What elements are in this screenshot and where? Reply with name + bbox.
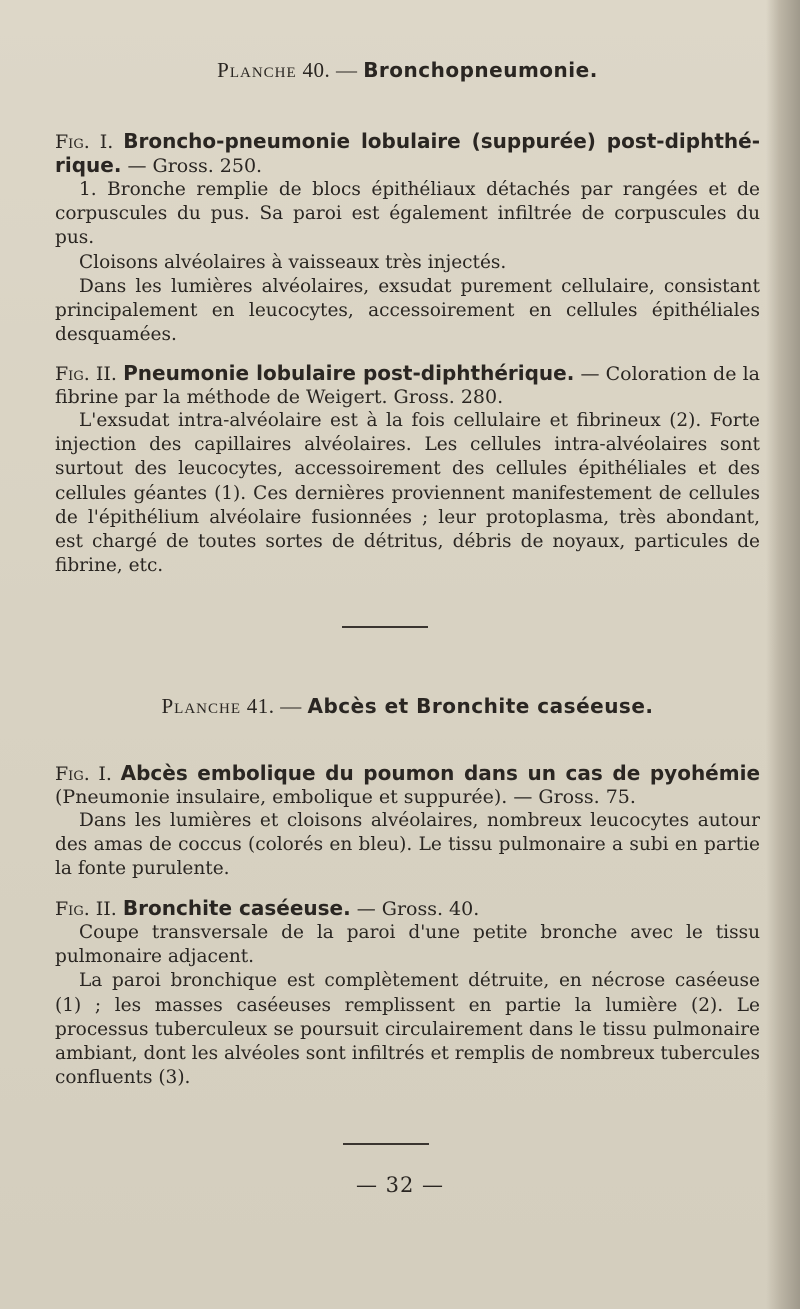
fig-magnification: — Gross. 40. <box>350 898 480 920</box>
plate-40-dash: — <box>335 58 358 82</box>
plate-41-heading: Abcès et Bronchite caséeuse. <box>307 694 654 718</box>
paragraph: 1. Bronche remplie de blocs épithéliaux détachés par rangées et de corpuscules du pus. Sa paroi est également infiltrée de corpuscules du pus. <box>55 179 760 249</box>
section-divider <box>343 1143 429 1145</box>
plate-40-title <box>55 58 760 83</box>
plate-41-fig-1 <box>55 762 760 882</box>
plate-40-number: 40. <box>302 58 331 82</box>
plate-41-fig-2 <box>55 897 760 1090</box>
fig-label: Fig. II. <box>55 363 117 385</box>
paragraph: Coupe transversale de la paroi d'une petite bronche avec le tissu pulmonaire adjacent. <box>55 922 760 968</box>
plate-40-fig-2 <box>55 362 760 578</box>
fig-magnification: — Gross. 250. <box>121 155 263 177</box>
plate-40-fig-1 <box>55 130 760 347</box>
fig-label: Fig. II. <box>55 898 117 920</box>
paragraph: Dans les lumières alvéolaires, exsudat purement cellulaire, consistant principalement en leucocytes, accessoirement en cellules épithéliales desquamées. <box>55 275 760 346</box>
plate-40-section <box>55 58 760 83</box>
paragraph: Cloisons alvéolaires à vaisseaux très injectés. <box>79 251 507 273</box>
paragraph: Dans les lumières et cloisons alvéolaires, nombreux leucocytes autour des amas de coccus (colorés en bleu). Le tissu pulmonaire a subi en partie la fonte purulente. <box>55 810 760 880</box>
section-divider <box>342 626 428 628</box>
page-edge-shadow <box>766 0 800 1309</box>
fig-heading-continued: rique. <box>55 153 122 177</box>
plate-41-title <box>55 694 760 719</box>
plate-40-heading: Bronchopneumonie. <box>363 58 598 82</box>
plate-41-fig-1-lead <box>55 762 760 809</box>
paragraph: La paroi bronchique est complètement détruite, en nécrose caséeuse (1) ; les masses caséeuses remplissent en partie la lumière (2). Le processus tuberculeux se poursuit circulairement dans le tissu pulmonaire ambiant, dont les alvéoles sont infiltrés et remplis de nombreux tubercules confluents (3). <box>55 970 760 1089</box>
plate-40-fig-1-lead <box>55 130 760 178</box>
fig-heading: Bronchite caséeuse. <box>122 896 351 920</box>
fig-heading: Broncho-pneumonie lobulaire (suppurée) post-diphthé- <box>123 129 760 153</box>
fig-description: (Pneumonie insulaire, embolique et suppurée). — Gross. 75. <box>55 786 636 808</box>
plate-41-section <box>55 694 760 719</box>
fig-heading: Abcès embolique du poumon dans un cas de pyohémie <box>120 761 761 785</box>
plate-41-fig-2-lead <box>55 897 760 921</box>
plate-41-prefix: Planche <box>161 694 242 718</box>
fig-label: Fig. I. <box>55 131 114 153</box>
page-number: — 32 — <box>355 1173 445 1197</box>
fig-label: Fig. I. <box>55 763 112 785</box>
plate-40-prefix: Planche <box>217 58 297 82</box>
plate-41-dash: — <box>280 694 302 718</box>
fig-heading: Pneumonie lobulaire post-diphthérique. <box>123 361 575 385</box>
plate-40-fig-2-lead <box>55 362 760 409</box>
fig-description: — Coloration de la fibrine par la méthode de Weigert. Gross. 280. <box>55 363 761 408</box>
paragraph: L'exsudat intra-alvéolaire est à la fois cellulaire et fibrineux (2). Forte injection des capillaires alvéolaires. Les cellules intra-alvéolaires sont surtout des leucocytes, accessoirement des cellules épithéliales et des cellules géantes (1). Ces dernières proviennent manifestement de cellules de l'épithélium alvéolaire fusionnées ; leur protoplasma, très abondant, est chargé de toutes sortes de détritus, débris de noyaux, particules de fibrine, etc. <box>55 410 760 577</box>
plate-41-number: 41. <box>246 694 275 718</box>
